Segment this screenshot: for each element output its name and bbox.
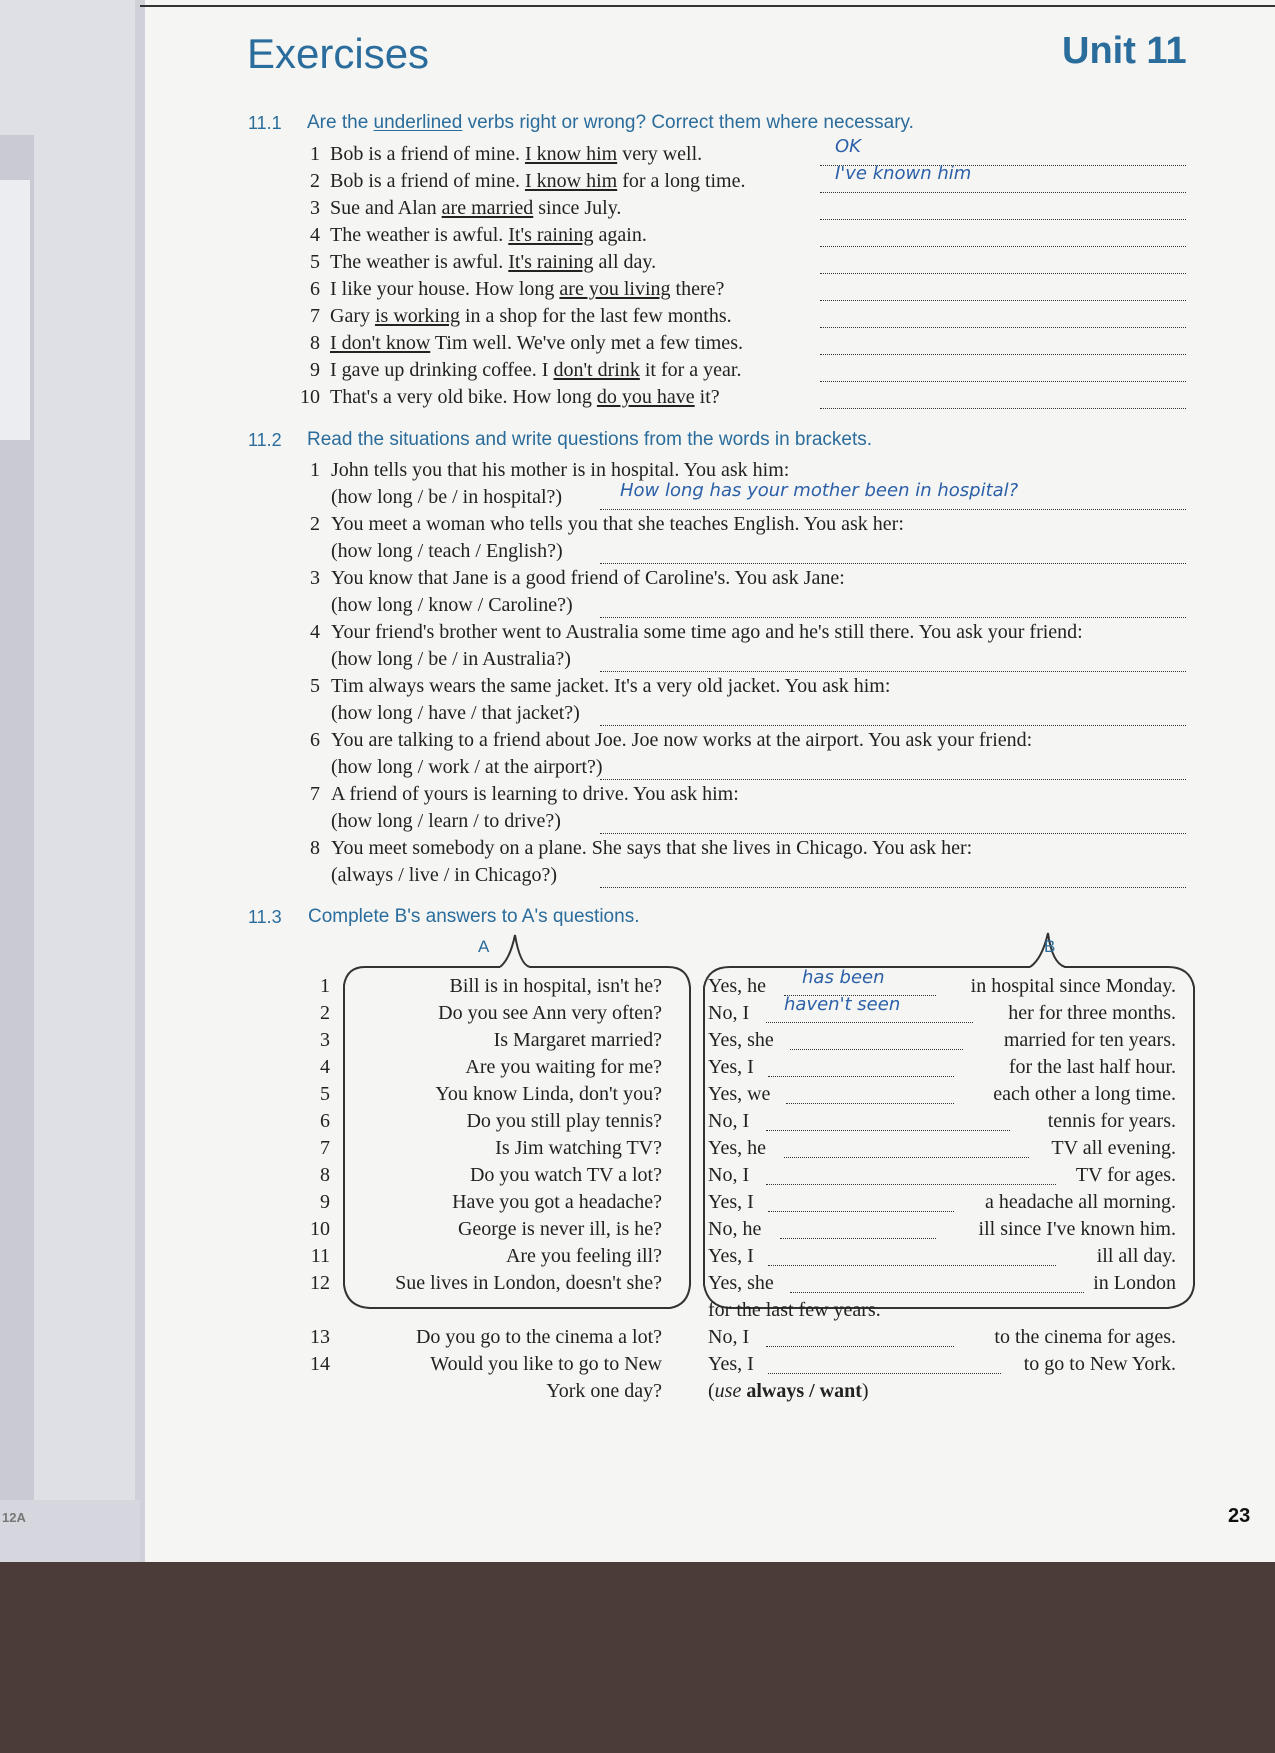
bracket-prompt: (how long / learn / to drive?): [331, 810, 561, 832]
answer-b-end: ill all day.: [1096, 1245, 1176, 1267]
question-a: Is Margaret married?: [493, 1029, 662, 1051]
underlined-verb: It's raining: [508, 251, 594, 273]
situation-text: Tim always wears the same jacket. It's a very old jacket. You ask him:: [331, 675, 891, 697]
item-number: 7: [310, 305, 320, 327]
underlined-verb: don't drink: [553, 359, 640, 381]
q12-continuation: for the last few years.: [708, 1299, 881, 1321]
ex3-instruction: Complete B's answers to A's questions.: [308, 906, 640, 927]
page-number: 23: [1228, 1505, 1251, 1527]
question-a: George is never ill, is he?: [457, 1218, 662, 1240]
sentence: [330, 170, 746, 193]
item-number: 2: [310, 513, 320, 535]
sentence-part: Gary: [330, 305, 375, 327]
answer-b-start: Yes, I: [708, 1353, 754, 1375]
fill-line[interactable]: [766, 1130, 1010, 1131]
sentence-part: Bob is a friend of mine.: [330, 170, 525, 192]
answer-b-end: in London: [1093, 1272, 1176, 1294]
sentence-part: The weather is awful.: [330, 251, 509, 273]
underlined-verb: I know him: [524, 143, 618, 165]
answer-b-start: Yes, we: [708, 1083, 771, 1105]
label-a: A: [478, 937, 490, 956]
fill-line[interactable]: [768, 1373, 1001, 1374]
fill-line[interactable]: [768, 1076, 954, 1077]
item-number: 12: [310, 1272, 330, 1294]
answer-b-end: a headache all morning.: [984, 1191, 1176, 1213]
answer-line[interactable]: [820, 327, 1186, 328]
item-number: 5: [310, 675, 320, 697]
answer-b-start: Yes, she: [708, 1272, 774, 1294]
answer-line[interactable]: [600, 617, 1186, 618]
answer-b-start: Yes, I: [708, 1056, 754, 1078]
bracket-prompt: (how long / know / Caroline?): [331, 594, 573, 616]
sentence: [330, 197, 621, 220]
answer-b-start: No, I: [708, 1002, 750, 1024]
answer-b-start: No, I: [708, 1164, 750, 1186]
answer-line[interactable]: [600, 563, 1186, 564]
answer-b-end: in hospital since Monday.: [970, 975, 1176, 997]
sentence-part: there?: [670, 278, 725, 300]
fill-line[interactable]: [766, 1022, 973, 1023]
answer-line[interactable]: [600, 779, 1186, 780]
question-a: Have you got a headache?: [452, 1191, 662, 1213]
sentence-part: very well.: [617, 143, 703, 165]
answer-line[interactable]: [820, 354, 1186, 355]
bracket-prompt: (always / live / in Chicago?): [331, 864, 558, 886]
answer-b-end: ill since I've known him.: [978, 1218, 1176, 1240]
item-number: 2: [320, 1002, 330, 1024]
answer-b-end: married for ten years.: [1003, 1029, 1176, 1051]
fill-line[interactable]: [790, 1292, 1084, 1293]
answer-line[interactable]: [820, 381, 1186, 382]
fill-line[interactable]: [784, 1157, 1029, 1158]
sentence: [330, 305, 732, 328]
item-number: 1: [310, 459, 320, 481]
bracket-prompt: (how long / be / in hospital?): [331, 486, 563, 508]
sentence: [330, 332, 743, 355]
underlined-verb: I know him: [524, 170, 618, 192]
hint-use: use: [714, 1380, 742, 1402]
use-hint: [708, 1380, 869, 1403]
ex2-number: 11.2: [248, 430, 282, 450]
fill-line[interactable]: [780, 1238, 936, 1239]
answer-b-start: Yes, I: [708, 1191, 754, 1213]
item-number: 2: [310, 170, 320, 192]
bracket-prompt: (how long / work / at the airport?): [331, 756, 603, 778]
underlined-verb: is working: [374, 305, 460, 327]
answer-line[interactable]: [820, 246, 1186, 247]
side-tab-label: 12A: [2, 1510, 26, 1525]
underlined-verb: are married: [441, 197, 534, 219]
item-number: 5: [320, 1083, 330, 1105]
sentence-part: for a long time.: [617, 170, 746, 192]
item-number: 10: [310, 1218, 330, 1240]
answer-b-start: Yes, he: [708, 1137, 766, 1159]
situation-text: You are talking to a friend about Joe. Joe now works at the airport. You ask your friend:: [331, 729, 1033, 751]
fill-line[interactable]: [790, 1049, 963, 1050]
bracket-prompt: (how long / be / in Australia?): [331, 648, 571, 670]
answer-text[interactable]: I've known him: [835, 163, 972, 184]
q14-a-continuation: York one day?: [546, 1380, 662, 1402]
answer-b-start: Yes, he: [708, 975, 766, 997]
answer-line[interactable]: [820, 300, 1186, 301]
sentence: [330, 359, 741, 382]
answer-b-end: tennis for years.: [1047, 1110, 1176, 1132]
item-number: 3: [310, 567, 320, 589]
answer-line[interactable]: [820, 192, 1186, 193]
fill-line[interactable]: [766, 1346, 954, 1347]
answer-b-end: to the cinema for ages.: [994, 1326, 1176, 1348]
item-number: 13: [310, 1326, 330, 1348]
answer-b-start: No, he: [708, 1218, 762, 1240]
answer-b-start: No, I: [708, 1110, 750, 1132]
answer-b-start: Yes, she: [708, 1029, 774, 1051]
answer-b-end: to go to New York.: [1023, 1353, 1176, 1375]
question-a: Sue lives in London, doesn't she?: [395, 1272, 662, 1294]
underlined-verb: It's raining: [508, 224, 594, 246]
underlined-verb: I don't know: [330, 332, 431, 354]
item-number: 7: [320, 1137, 330, 1159]
item-number: 9: [310, 359, 320, 381]
item-number: 4: [310, 621, 320, 643]
paren-open: (: [708, 1380, 715, 1402]
label-b: B: [1044, 937, 1056, 956]
sentence-part: again.: [593, 224, 647, 246]
item-number: 6: [310, 278, 320, 300]
item-number: 1: [310, 143, 320, 165]
sentence-part: Sue and Alan: [330, 197, 442, 219]
bracket-prompt: (how long / have / that jacket?): [331, 702, 580, 724]
sentence-part: Bob is a friend of mine.: [330, 143, 525, 165]
sentence-part: I like your house. How long: [330, 278, 560, 300]
sentence: [330, 386, 720, 409]
sentence-part: in a shop for the last few months.: [459, 305, 732, 327]
item-number: 4: [320, 1056, 330, 1078]
answer-line[interactable]: [820, 273, 1186, 274]
sentence-part: since July.: [533, 197, 622, 219]
paren-close: ): [861, 1380, 869, 1402]
sentence: [330, 224, 647, 247]
sentence: [330, 143, 702, 166]
question-a: Are you waiting for me?: [465, 1056, 662, 1078]
fill-line[interactable]: [766, 1184, 1056, 1185]
fill-line[interactable]: [768, 1265, 1056, 1266]
item-number: 7: [310, 783, 320, 805]
item-number: 10: [300, 386, 320, 408]
item-number: 8: [310, 837, 320, 859]
fill-line[interactable]: [786, 1103, 954, 1104]
item-number: 8: [310, 332, 320, 354]
ex1-instruction: Are the underlined verbs right or wrong? Correct them where necessary.: [307, 112, 914, 133]
situation-text: You know that Jane is a good friend of Caroline's. You ask Jane:: [331, 567, 845, 589]
situation-text: You meet somebody on a plane. She says that she lives in Chicago. You ask her:: [331, 837, 973, 859]
question-a: You know Linda, don't you?: [435, 1083, 662, 1105]
ex2-instruction: Read the situations and write questions from the words in brackets.: [307, 429, 873, 450]
item-number: 3: [310, 197, 320, 219]
answer-b-start: No, I: [708, 1326, 750, 1348]
answer-line[interactable]: [600, 725, 1186, 726]
sentence: [330, 278, 724, 301]
fill-line[interactable]: [768, 1211, 954, 1212]
answer-line[interactable]: [820, 219, 1186, 220]
question-a: Do you go to the cinema a lot?: [415, 1326, 662, 1348]
item-number: 4: [310, 224, 320, 246]
fill-text[interactable]: haven't seen: [784, 994, 901, 1015]
underlined-verb: do you have: [596, 386, 695, 408]
item-number: 6: [310, 729, 320, 751]
item-number: 9: [320, 1191, 330, 1213]
answer-b-end: each other a long time.: [993, 1083, 1176, 1105]
question-a: Bill is in hospital, isn't he?: [449, 975, 662, 997]
unit-label: Unit 11: [1062, 30, 1187, 72]
situation-text: A friend of yours is learning to drive. You ask him:: [331, 783, 739, 805]
answer-b-end: TV all evening.: [1051, 1137, 1176, 1159]
situation-text: You meet a woman who tells you that she teaches English. You ask her:: [331, 513, 904, 535]
answer-b-start: Yes, I: [708, 1245, 754, 1267]
situation-text: John tells you that his mother is in hospital. You ask him:: [331, 459, 790, 481]
fill-text[interactable]: has been: [802, 967, 885, 988]
sentence-part: it?: [694, 386, 720, 408]
ex1-number: 11.1: [248, 113, 282, 133]
question-a: Would you like to go to New: [430, 1353, 662, 1375]
answer-text[interactable]: OK: [835, 136, 861, 157]
answer-line[interactable]: [600, 671, 1186, 672]
answer-line[interactable]: [600, 833, 1186, 834]
sentence: [330, 251, 656, 274]
sentence-part: The weather is awful.: [330, 224, 509, 246]
answer-b-end: for the last half hour.: [1008, 1056, 1176, 1078]
answer-b-end: TV for ages.: [1075, 1164, 1176, 1186]
answer-line[interactable]: [600, 887, 1186, 888]
answer-line[interactable]: [600, 509, 1186, 510]
sentence-part: That's a very old bike. How long: [330, 386, 597, 408]
question-a: Do you watch TV a lot?: [469, 1164, 662, 1186]
item-number: 14: [310, 1353, 330, 1375]
question-a: Do you see Ann very often?: [438, 1002, 662, 1024]
item-number: 11: [310, 1245, 330, 1267]
sentence-part: I gave up drinking coffee. I: [330, 359, 554, 381]
page-title: Exercises: [247, 30, 430, 77]
item-number: 3: [320, 1029, 330, 1051]
ex3-number: 11.3: [248, 907, 282, 927]
hint-words: always / want: [746, 1380, 862, 1402]
question-a: Do you still play tennis?: [466, 1110, 662, 1132]
answer-b-end: her for three months.: [1008, 1002, 1176, 1024]
item-number: 6: [320, 1110, 330, 1132]
item-number: 8: [320, 1164, 330, 1186]
sentence-part: Tim well. We've only met a few times.: [430, 332, 743, 354]
underlined-verb: are you living: [559, 278, 671, 300]
answer-line[interactable]: [820, 408, 1186, 409]
sentence-part: all day.: [593, 251, 657, 273]
question-a: Is Jim watching TV?: [495, 1137, 662, 1159]
bracket-prompt: (how long / teach / English?): [331, 540, 563, 562]
item-number: 1: [320, 975, 330, 997]
sentence-part: it for a year.: [639, 359, 742, 381]
item-number: 5: [310, 251, 320, 273]
answer-text[interactable]: How long has your mother been in hospital?: [620, 480, 1019, 501]
question-a: Are you feeling ill?: [505, 1245, 662, 1267]
situation-text: Your friend's brother went to Australia some time ago and he's still there. You ask your friend:: [331, 621, 1083, 643]
